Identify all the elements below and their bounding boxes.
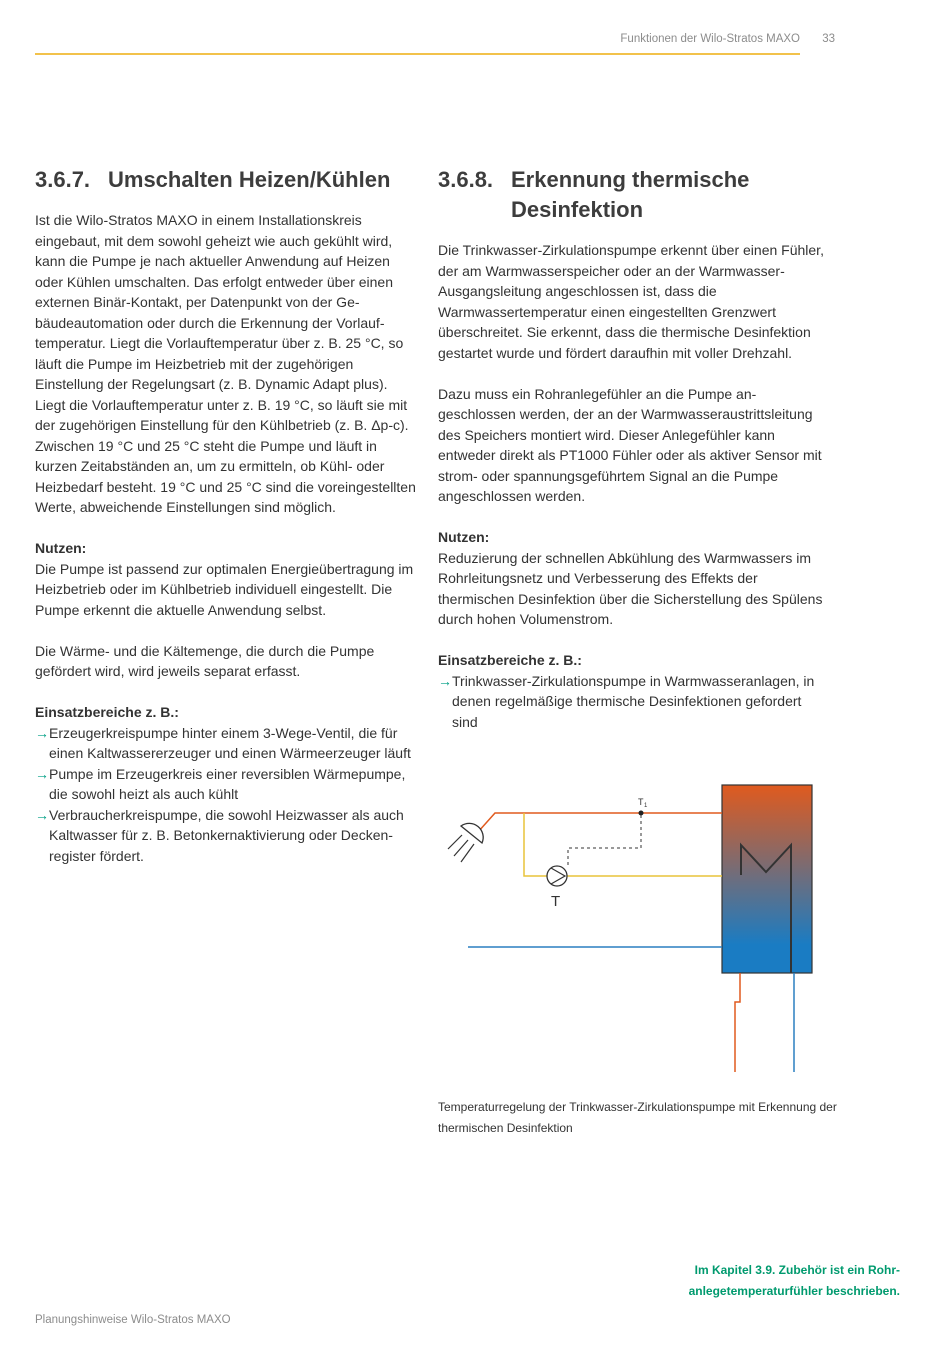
hot-water-tank	[722, 785, 812, 973]
sensor-point	[639, 811, 644, 816]
list-item-text: Pumpe im Erzeugerkreis einer reversiblen Wärmepumpe, die sowohl heizt als auch kühlt	[49, 765, 406, 802]
nutzen-text: Die Pumpe ist passend zur optimalen Energieübertragung im Heizbetrieb oder im Kühlbetrieb individuell eingestellt. Die Pumpe erkennt die aktuelle Anwendung selbst.	[35, 560, 414, 618]
list-item	[35, 805, 420, 867]
nutzen-label: Nutzen:	[35, 540, 87, 556]
einsatz-label: Einsatzbereiche z. B.:	[35, 704, 179, 720]
usage-list	[35, 723, 420, 867]
left-column	[35, 165, 420, 866]
pump-label: T	[551, 893, 561, 910]
header-rule	[35, 53, 800, 55]
header-title: Funktionen der Wilo-Stratos MAXO	[620, 33, 800, 45]
arrow-icon: →	[35, 806, 49, 823]
nutzen-text: Reduzierung der schnellen Abkühlung des Warmwassers im Rohrleitungsnetz und Verbesserung des Effekts der thermischen Desinfektion über die Sicherstellung des Spülens durch hohen Volumenstrom.	[438, 549, 823, 627]
list-item	[438, 671, 828, 733]
sensor-subscript: 1	[644, 803, 648, 809]
heat-source-icon	[448, 823, 483, 862]
tank-outlet-hot	[735, 973, 740, 1072]
circulation-line	[524, 813, 548, 876]
section-number: 3.6.8.	[438, 167, 494, 192]
list-item	[35, 723, 420, 764]
section-heading-3-6-7	[35, 165, 420, 195]
nutzen-label: Nutzen:	[438, 529, 490, 545]
list-item-text: Erzeugerkreispumpe hinter einem 3-Wege-Ventil, die für einen Kaltwassererzeuger und einen Wärmeerzeuger läuft	[49, 724, 411, 761]
list-item-text: Trinkwasser-Zirkulationspumpe in Warmwasseranlagen, in denen regelmäßige thermische Desinfektionen gefordert sind	[452, 672, 815, 730]
footer-text: Planungshinweise Wilo-Stratos MAXO	[35, 1314, 231, 1326]
right-column	[438, 165, 828, 732]
arrow-icon: →	[35, 765, 49, 782]
body-paragraph: Die Trinkwasser-Zirkulationspumpe erkennt über einen Fühler, der am Warmwasserspeicher oder an der Warmwasser-Ausgangsleitung angeschlossen ist, dass die Warmwassertemperatur einen eingestellten Grenzwert überschreitet. Sie erkennt, dass die thermische Desinfektion gestartet wurde und fördert daraufhin mit voller Drehzahl.	[438, 242, 824, 361]
section-title: Umschalten Heizen/Kühlen	[108, 167, 391, 192]
usage-list	[438, 671, 828, 733]
list-item-text: Verbraucherkreispumpe, die sowohl Heizwasser als auch Kaltwasser für z. B. Betonkernaktivierung oder Deckenregister fördert.	[49, 806, 404, 864]
page-number: 33	[822, 33, 835, 45]
hot-water-line	[478, 813, 722, 832]
sensor-label: T	[638, 797, 644, 807]
arrow-icon: →	[35, 724, 49, 741]
body-paragraph: Dazu muss ein Rohranlegefühler an die Pumpe angeschlossen werden, der an der Warmwasseraustrittsleitung des Speichers montiert wird. Dieser Anlegefühler kann entweder direkt als PT1000 Fühler oder als aktiver Sensor mit strom- oder spannungsgeführtem Signal an die Pumpe angeschlossen werden.	[438, 385, 822, 504]
sensor-signal-line	[568, 815, 641, 865]
figure-caption: Temperaturregelung der Trinkwasser-Zirkulationspumpe mit Erkennung der thermischen Desinfektion	[438, 1100, 837, 1135]
side-note: Im Kapitel 3.9. Zubehör ist ein Rohranlegetemperaturfühler beschrieben.	[688, 1263, 900, 1298]
body-paragraph: Die Wärme- und die Kältemenge, die durch die Pumpe gefördert wird, wird jeweils separat erfasst.	[35, 642, 375, 679]
list-item	[35, 764, 420, 805]
body-paragraph: Ist die Wilo-Stratos MAXO in einem Installationskreis eingebaut, mit dem sowohl geheizt wie auch gekühlt wird, kann die Pumpe je nach aktueller Anwendung auf Heizen oder Kühlen umschalten. Das erfolgt entweder über einen externen Binär-Kontakt, per Datenpunkt von der Gebäudeautomation oder durch die Erkennung der Vorlauftemperatur. Liegt die Vorlauftemperatur über z. B. 25 °C, so läuft die Pumpe im Heizbetrieb mit der zugehörigen Einstellung der Regelungsart (z. B. Dynamic Adapt plus). Liegt die Vorlauftemperatur unter z. B. 19 °C, so läuft sie mit der zugehörigen Einstellung für den Kühlbetrieb (z. B. Δp-c). Zwischen 19 °C und 25 °C steht die Pumpe und läuft in kurzen Zeitabständen an, um zu ermitteln, ob Kühl- oder Heizbedarf besteht. 19 °C und 25 °C sind die voreingestellten Werte, abweichende Einstellungen sind möglich.	[35, 212, 416, 515]
circulation-diagram	[438, 780, 838, 1080]
section-number: 3.6.7.	[35, 167, 91, 192]
arrow-icon: →	[438, 672, 452, 689]
section-heading-3-6-8	[438, 165, 828, 225]
section-title: Erkennung thermische Desinfektion	[511, 167, 750, 222]
einsatz-label: Einsatzbereiche z. B.:	[438, 652, 582, 668]
